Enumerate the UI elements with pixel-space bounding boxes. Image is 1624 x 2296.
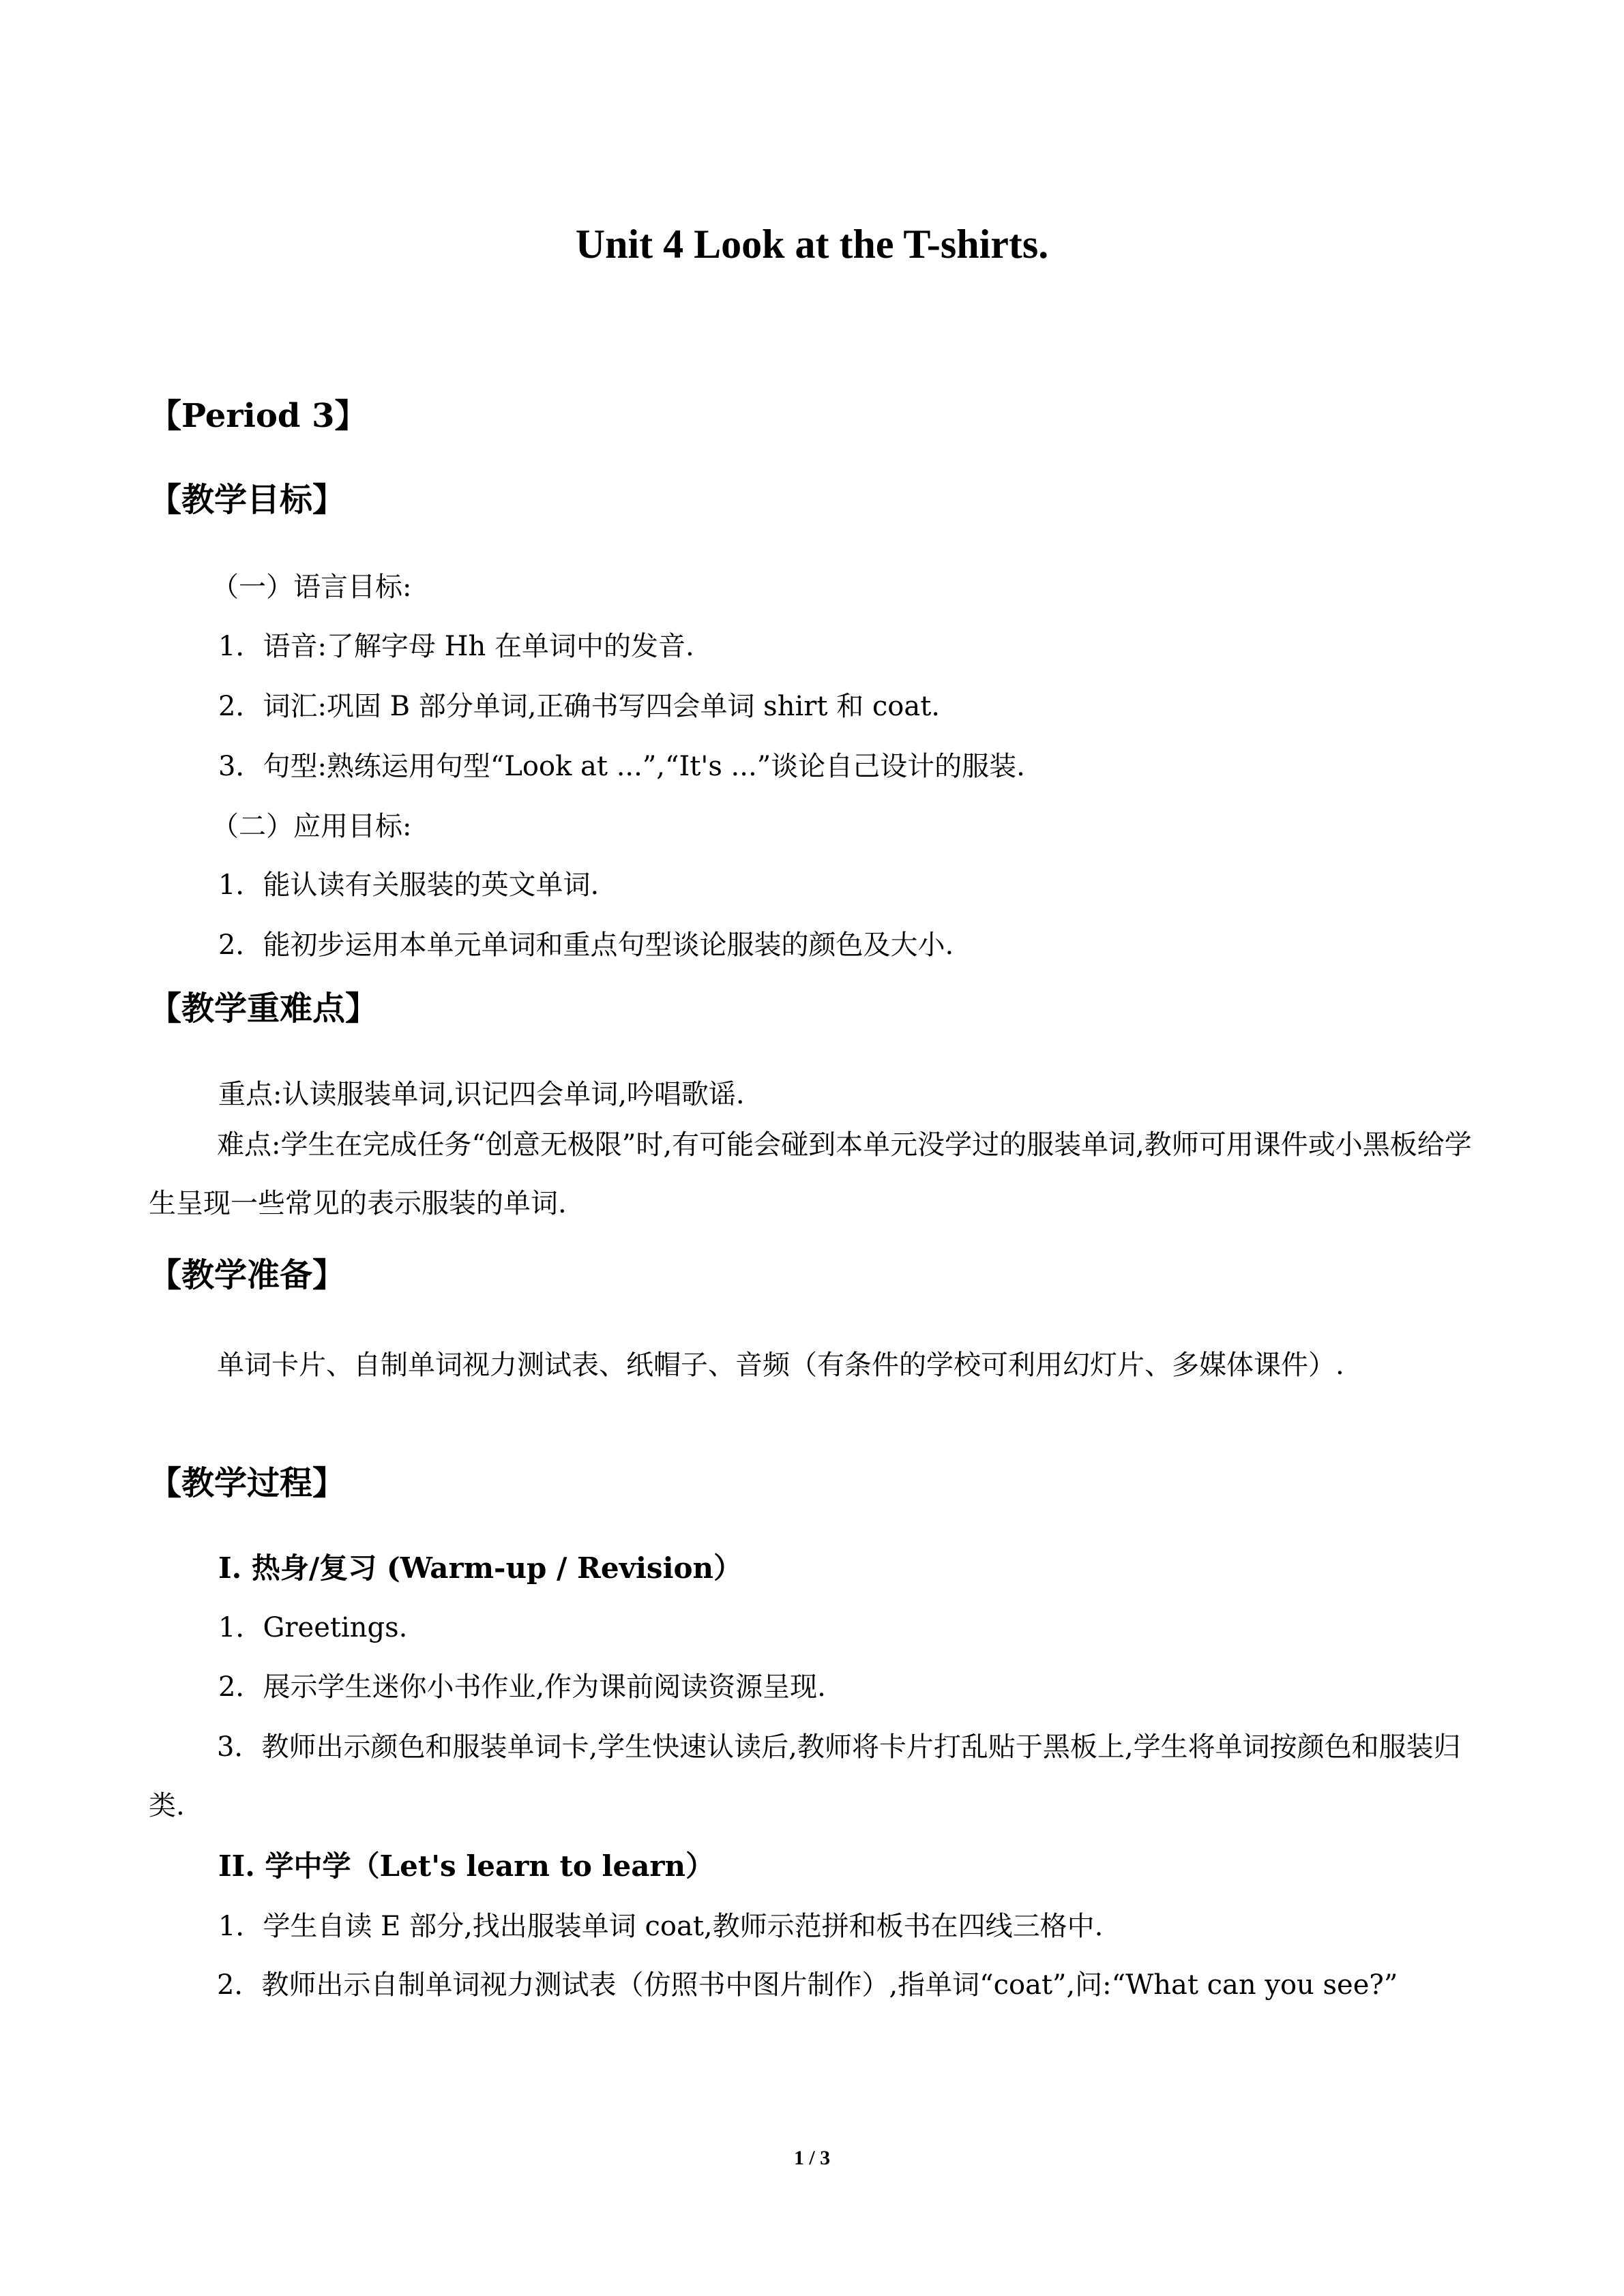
list-item: 2．能初步运用本单元单词和重点句型谈论服装的颜色及大小. [218,929,954,961]
list-item: 3．句型:熟练运用句型“Look at ...”,“It's ...”谈论自己设计的服装. [218,751,1025,782]
list-item: 2．词汇:巩固 B 部分单词,正确书写四会单词 shirt 和 coat. [218,691,941,722]
period-heading: 【Period 3】 [149,397,368,435]
process-heading: 【教学过程】 [149,1464,346,1502]
list-item: 1．学生自读 E 部分,找出服装单词 coat,教师示范拼和板书在四线三格中. [218,1911,1104,1942]
preparation-heading: 【教学准备】 [149,1256,346,1294]
section-learn-title: II. 学中学（Let's learn to learn） [218,1849,715,1883]
key-point-text: 重点:认读服装单词,识记四会单词,吟唱歌谣. [218,1079,745,1110]
page-number: 1 / 3 [793,2147,831,2169]
list-item: 3．教师出示颜色和服装单词卡,学生快速认读后,教师将卡片打乱贴于黑板上,学生将单词按颜色和服装归类. [149,1731,1461,1821]
goals-heading: 【教学目标】 [149,481,346,519]
keypoints-heading: 【教学重难点】 [149,989,379,1028]
application-goals-header: （二）应用目标: [211,811,412,842]
list-item: 1．能认读有关服装的英文单词. [218,869,600,901]
list-item: 1．Greetings. [218,1612,408,1643]
section-warmup-title: I. 热身/复习 (Warm-up / Revision） [218,1551,743,1585]
list-item: 2．展示学生迷你小书作业,作为课前阅读资源呈现. [218,1671,826,1703]
list-item: 1．语音:了解字母 Hh 在单词中的发音. [218,631,694,662]
document-title: Unit 4 Look at the T-shirts. [575,222,1049,267]
difficult-point-text: 难点:学生在完成任务“创意无极限”时,有可能会碰到本单元没学过的服装单词,教师可用课件或小黑板给学生呈现一些常见的表示服装的单词. [149,1129,1472,1219]
list-item: 2．教师出示自制单词视力测试表（仿照书中图片制作）,指单词“coat”,问:“What can you see?” [217,1969,1398,2001]
language-goals-header: （一）语言目标: [211,571,412,603]
preparation-text: 单词卡片、自制单词视力测试表、纸帽子、音频（有条件的学校可利用幻灯片、多媒体课件）. [217,1350,1344,1381]
